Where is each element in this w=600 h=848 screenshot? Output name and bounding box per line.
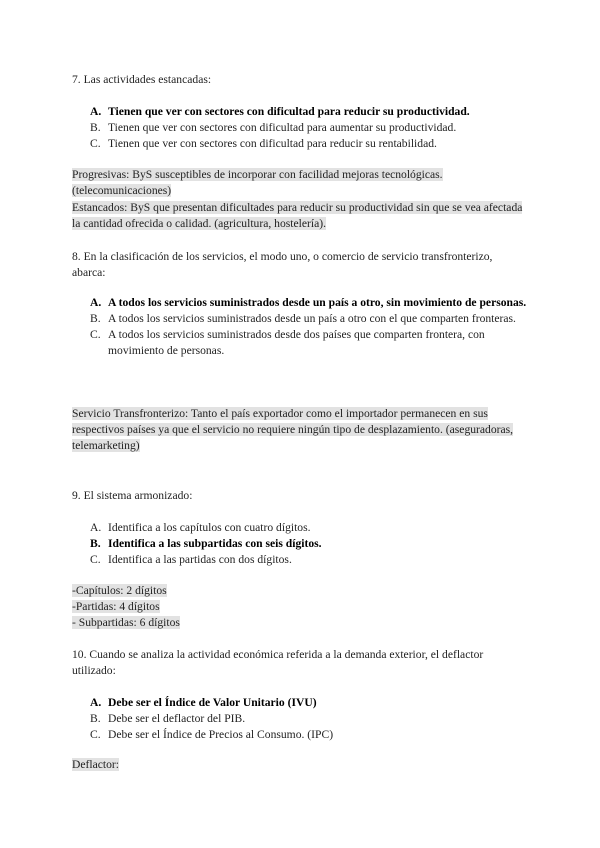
q10-option-b: B. Debe ser el deflactor del PIB. [90, 712, 246, 725]
q7-option-b: B. Tienen que ver con sectores con dificultad para aumentar su productividad. [90, 121, 457, 134]
q9-note-partidas: -Partidas: 4 dígitos [72, 600, 160, 613]
q7-note-estancados: Estancados: ByS que presentan dificultades para reducir su productividad sin que se vea afectada la cantidad ofrecida o calidad. (agricultura, hostelería). [72, 201, 523, 230]
q9-option-b: B. Identifica a las subpartidas con seis dígitos. [90, 537, 322, 550]
question-8: 8. En la clasificación de los servicios, el modo uno, o comercio de servicio transfronterizo, abarca: [72, 250, 493, 279]
question-7: 7. Las actividades estancadas: [72, 73, 212, 86]
q9-option-c: C. Identifica a las partidas con dos dígitos. [90, 553, 292, 566]
q9-note-capitulos: -Capítulos: 2 dígitos [72, 584, 167, 597]
question-9-options [72, 520, 528, 568]
question-10: 10. Cuando se analiza la actividad económica referida a la demanda exterior, el deflactor utilizado: [72, 648, 484, 677]
q10-option-c: C. Debe ser el Índice de Precios al Consumo. (IPC) [90, 728, 334, 741]
q8-option-b: B. A todos los servicios suministrados desde un país a otro con el que comparten fronteras. [90, 312, 516, 325]
q7-option-a: A. Tienen que ver con sectores con dificultad para reducir su productividad. [90, 105, 470, 118]
question-9: 9. El sistema armonizado: [72, 489, 193, 502]
q8-note-transfronterizo: Servicio Transfronterizo: Tanto el país exportador como el importador permanecen en sus respectivos países ya que el servicio no requiere ningún tipo de desplazamiento. (aseguradoras, telemarketing) [72, 407, 514, 452]
question-10-options [72, 695, 528, 743]
q8-option-c: C. A todos los servicios suministrados desde dos países que comparten frontera, con movimiento de personas. [90, 328, 485, 357]
q9-notes [72, 583, 528, 631]
question-7-options [72, 104, 528, 152]
q7-note-progresivas: Progresivas: ByS susceptibles de incorporar con facilidad mejoras tecnológicas. (telecomunicaciones) [72, 168, 443, 197]
q7-option-c: C. Tienen que ver con sectores con dificultad para reducir su rentabilidad. [90, 137, 437, 150]
q10-option-a: A. Debe ser el Índice de Valor Unitario (IVU) [90, 696, 317, 709]
question-8-options [72, 295, 528, 359]
q10-note-deflactor: Deflactor: [72, 758, 119, 771]
q8-option-a: A. A todos los servicios suministrados desde un país a otro, sin movimiento de personas. [90, 296, 527, 309]
q9-note-subpartidas: - Subpartidas: 6 dígitos [72, 616, 180, 629]
q9-option-a: A. Identifica a los capítulos con cuatro dígitos. [90, 521, 311, 534]
